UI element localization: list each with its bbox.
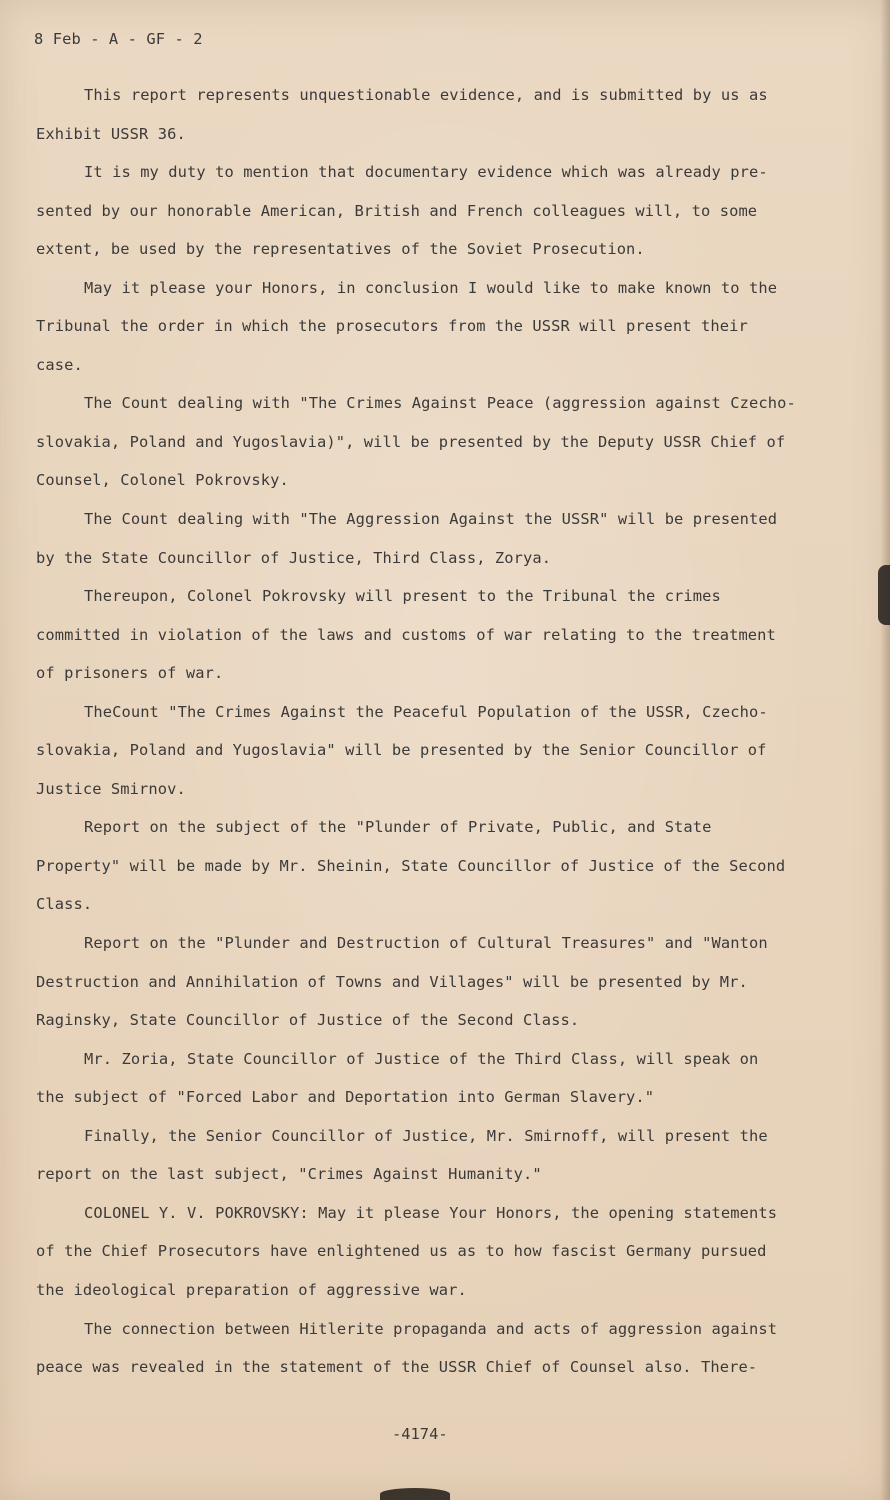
binding-clip-mark — [380, 1488, 450, 1500]
transcript-line: Report on the subject of the "Plunder of Private, Public, and State — [84, 818, 712, 837]
transcript-line: extent, be used by the representatives of the Soviet Prosecution. — [36, 240, 645, 259]
transcript-line: Exhibit USSR 36. — [36, 124, 186, 143]
transcript-line: by the State Councillor of Justice, Third Class, Zorya. — [36, 548, 552, 567]
transcript-line: Report on the "Plunder and Destruction of Cultural Treasures" and "Wanton — [84, 934, 768, 953]
paper-edge-shadow — [880, 0, 890, 1500]
transcript-line: Thereupon, Colonel Pokrovsky will present to the Tribunal the crimes — [84, 587, 721, 606]
transcript-line: The Count dealing with "The Crimes Against Peace (aggression against Czecho- — [84, 394, 796, 413]
transcript-line: of prisoners of war. — [36, 664, 224, 683]
page-number: -4174- — [392, 1425, 448, 1443]
transcript-line: Counsel, Colonel Pokrovsky. — [36, 471, 289, 490]
transcript-line: Tribunal the order in which the prosecutors from the USSR will present their — [36, 317, 748, 336]
page-header: 8 Feb - A - GF - 2 — [34, 30, 203, 48]
transcript-line: report on the last subject, "Crimes Against Humanity." — [36, 1165, 542, 1184]
transcript-line: committed in violation of the laws and customs of war relating to the treatment — [36, 625, 776, 644]
transcript-line: May it please your Honors, in conclusion I would like to make known to the — [84, 278, 778, 297]
transcript-line: peace was revealed in the statement of the USSR Chief of Counsel also. There- — [36, 1358, 758, 1377]
transcript-line: The connection between Hitlerite propaganda and acts of aggression against — [84, 1319, 778, 1338]
transcript-line: Justice Smirnov. — [36, 779, 186, 798]
transcript-line: This report represents unquestionable evidence, and is submitted by us as — [84, 86, 768, 104]
transcript-line: slovakia, Poland and Yugoslavia" will be presented by the Senior Councillor of — [36, 741, 767, 760]
transcript-line: Mr. Zoria, State Councillor of Justice of the Third Class, will speak on — [84, 1049, 759, 1068]
transcript-line: Raginsky, State Councillor of Justice of the Second Class. — [36, 1011, 580, 1030]
transcript-body — [36, 82, 816, 1393]
transcript-line: slovakia, Poland and Yugoslavia)", will be presented by the Deputy USSR Chief of — [36, 432, 786, 451]
transcript-line: of the Chief Prosecutors have enlightened us as to how fascist Germany pursued — [36, 1242, 767, 1261]
transcript-line: Property" will be made by Mr. Sheinin, State Councillor of Justice of the Second — [36, 856, 786, 875]
binding-hole-mark — [878, 565, 890, 625]
transcript-line: COLONEL Y. V. POKROVSKY: May it please Your Honors, the opening statements — [84, 1203, 778, 1222]
transcript-line: sented by our honorable American, British and French colleagues will, to some — [36, 201, 758, 220]
transcript-line: Destruction and Annihilation of Towns and Villages" will be presented by Mr. — [36, 972, 748, 991]
transcript-line: the subject of "Forced Labor and Deportation into German Slavery." — [36, 1088, 655, 1107]
transcript-line: It is my duty to mention that documentary evidence which was already pre- — [84, 163, 768, 182]
transcript-line: the ideological preparation of aggressive war. — [36, 1280, 467, 1299]
transcript-line: TheCount "The Crimes Against the Peaceful Population of the USSR, Czecho- — [84, 702, 768, 721]
transcript-line: Finally, the Senior Councillor of Justice, Mr. Smirnoff, will present the — [84, 1126, 768, 1145]
transcript-line: The Count dealing with "The Aggression Against the USSR" will be presented — [84, 510, 778, 529]
transcript-line: case. — [36, 355, 83, 374]
transcript-line: Class. — [36, 895, 93, 914]
